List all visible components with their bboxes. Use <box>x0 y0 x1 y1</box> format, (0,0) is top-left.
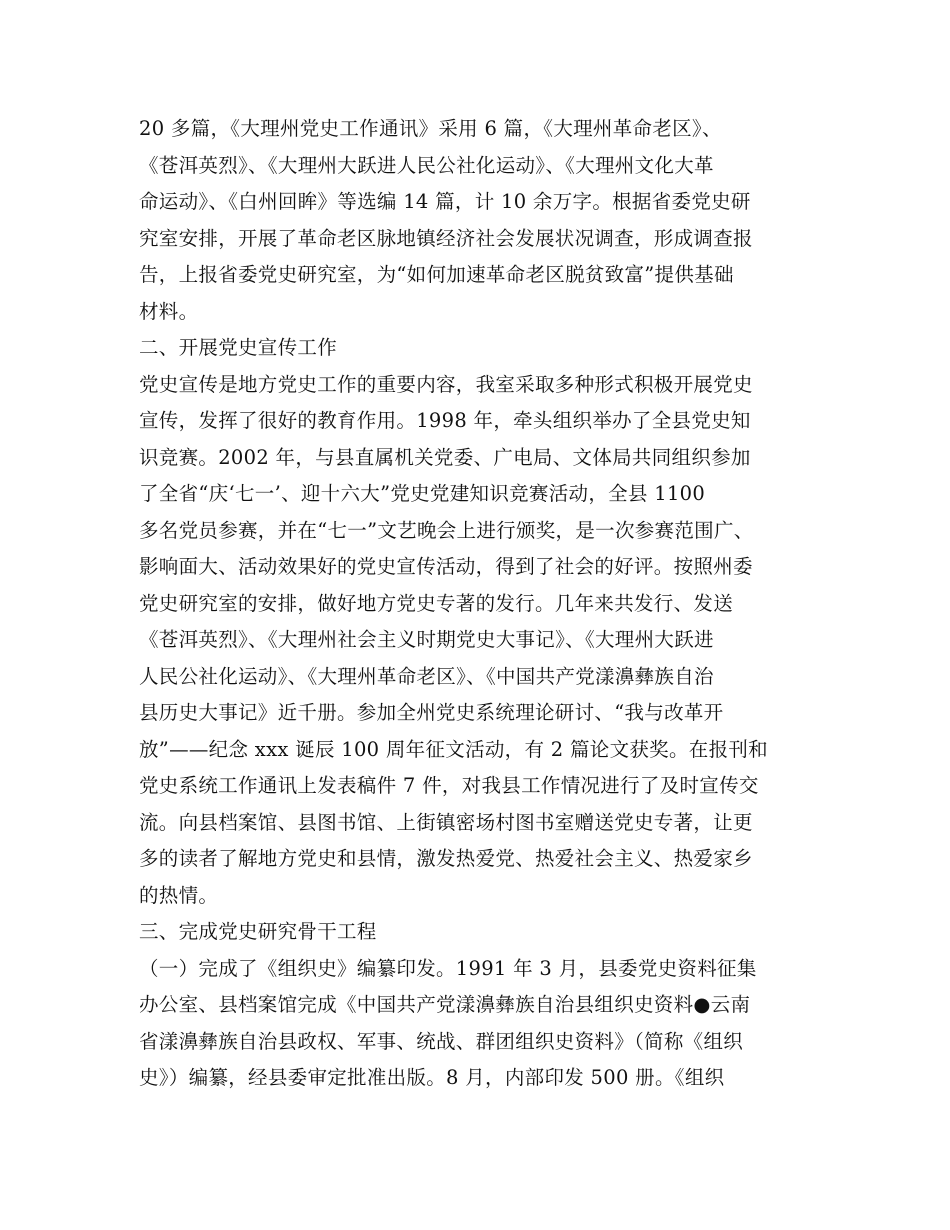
text-line: 20 多篇，《大理州党史工作通讯》采用 6 篇，《大理州革命老区》、 <box>139 117 722 140</box>
text-line: 了全省“庆‘七一’、迎十六大”党史党建知识竞赛活动，全县 1100 <box>139 482 706 505</box>
text-line: 影响面大、活动效果好的党史宣传活动，得到了社会的好评。按照州委 <box>139 555 753 578</box>
text-line: 多的读者了解地方党史和县情，激发热爱党、热爱社会主义、热爱家乡 <box>139 847 753 870</box>
text-line: 省漾濞彝族自治县政权、军事、统战、群团组织史资料》（简称《组织 <box>139 1029 744 1053</box>
text-line: 办公室、县档案馆完成《中国共产党漾濞彝族自治县组织史资料●云南 <box>139 993 751 1016</box>
text-line: 识竞赛。2002 年，与县直属机关党委、广电局、文体局共同组织参加 <box>139 445 751 469</box>
text-line: 究室安排，开展了革命老区脉地镇经济社会发展状况调查，形成调查报 <box>139 226 753 250</box>
text-line: 县历史大事记》近千册。参加全州党史系统理论研讨、“我与改革开 <box>139 701 724 724</box>
text-line: 党史系统工作通讯上发表稿件 7 件，对我县工作情况进行了及时宣传交 <box>139 774 759 797</box>
text-line: 命运动》、《白州回眸》等选编 14 篇，计 10 余万字。根据省委党史研 <box>139 190 751 213</box>
section-heading: 二、开展党史宣传工作 <box>139 336 338 359</box>
text-line: 多名党员参赛，并在“七一”文艺晚会上进行颁奖，是一次参赛范围广、 <box>139 518 754 542</box>
text-line: 党史研究室的安排，做好地方党史专著的发行。几年来共发行、发送 <box>139 591 734 615</box>
text-line: 告，上报省委党史研究室，为“如何加速革命老区脱贫致富”提供基础 <box>139 263 734 286</box>
text-line: 流。向县档案馆、县图书馆、上街镇密场村图书室赠送党史专著，让更 <box>139 810 753 834</box>
text-line: 材料。 <box>139 299 199 323</box>
text-line: 党史宣传是地方党史工作的重要内容，我室采取多种形式积极开展党史 <box>139 372 753 396</box>
section-heading: 三、完成党史研究骨干工程 <box>139 920 377 943</box>
text-line: （一）完成了《组织史》编纂印发。1991 年 3 月，县委党史资料征集 <box>139 956 757 980</box>
text-line: 史》）编纂，经县委审定批准出版。8 月，内部印发 500 册。《组织 <box>139 1066 725 1089</box>
text-line: 《苍洱英烈》、《大理州大跃进人民公社化运动》、《大理州文化大革 <box>139 153 714 177</box>
text-line: 宣传，发挥了很好的教育作用。1998 年，牵头组织举办了全县党史知 <box>139 409 751 432</box>
text-line: 《苍洱英烈》、《大理州社会主义时期党史大事记》、《大理州大跃进 <box>139 628 714 651</box>
text-line: 放”——纪念 xxx 诞辰 100 周年征文活动，有 2 篇论文获奖。在报刊和 <box>139 737 768 761</box>
text-line: 的热情。 <box>139 883 219 907</box>
text-line: 人民公社化运动》、《大理州革命老区》、《中国共产党漾濞彝族自治 <box>139 664 714 688</box>
document-page <box>139 111 829 1097</box>
